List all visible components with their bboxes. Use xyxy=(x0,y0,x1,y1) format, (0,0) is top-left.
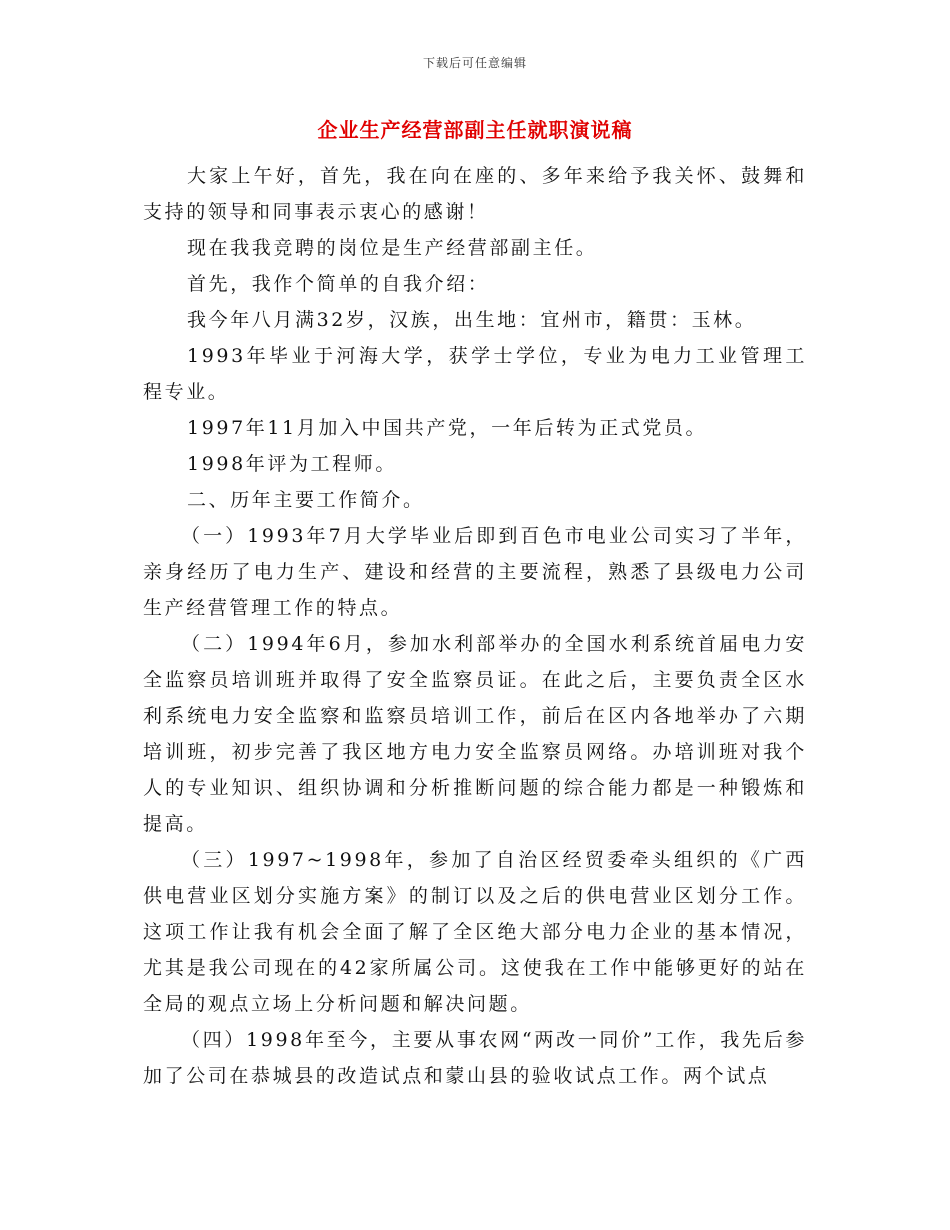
paragraph: 大家上午好，首先，我在向在座的、多年来给予我关怀、鼓舞和支持的领导和同事表示衷心的感谢！ xyxy=(143,165,807,223)
paragraph: 1997年11月加入中国共产党，一年后转为正式党员。 xyxy=(187,417,708,439)
paragraph: 1993年毕业于河海大学，获学士学位，专业为电力工业管理工程专业。 xyxy=(143,345,807,403)
paragraph: 我今年八月满32岁，汉族，出生地：宜州市，籍贯：玉林。 xyxy=(187,309,757,331)
paragraph: 1998年评为工程师。 xyxy=(187,453,397,475)
paragraph: （四）1998年至今，主要从事农网“两改一同价”工作，我先后参加了公司在恭城县的改造试点和蒙山县的验收试点工作。两个试点 xyxy=(143,1029,807,1087)
paragraph: （三）1997~1998年，参加了自治区经贸委牵头组织的《广西供电营业区划分实施方案》的制订以及之后的供电营业区划分工作。这项工作让我有机会全面了解了全区绝大部分电力企业的基本情况，尤其是我公司现在的42家所属公司。这使我在工作中能够更好的站在全局的观点立场上分析问题和解决问题。 xyxy=(143,849,807,1015)
paragraph: （二）1994年6月，参加水利部举办的全国水利系统首届电力安全监察员培训班并取得了安全监察员证。在此之后，主要负责全区水利系统电力安全监察和监察员培训工作，前后在区内各地举办了六期培训班，初步完善了我区地方电力安全监察员网络。办培训班对我个人的专业知识、组织协调和分析推断问题的综合能力都是一种锻炼和提高。 xyxy=(143,633,807,835)
paragraph: 首先，我作个简单的自我介绍： xyxy=(187,273,490,295)
paragraph: 二、历年主要工作简介。 xyxy=(187,489,425,511)
paragraph: 现在我我竞聘的岗位是生产经营部副主任。 xyxy=(187,237,598,259)
document-title: 企业生产经营部副主任就职演说稿 xyxy=(317,118,633,142)
document-body xyxy=(143,158,807,1094)
header-note: 下载后可任意编辑 xyxy=(422,56,527,70)
paragraph: （一）1993年7月大学毕业后即到百色市电业公司实习了半年，亲身经历了电力生产、建设和经营的主要流程，熟悉了县级电力公司生产经营管理工作的特点。 xyxy=(143,525,807,619)
